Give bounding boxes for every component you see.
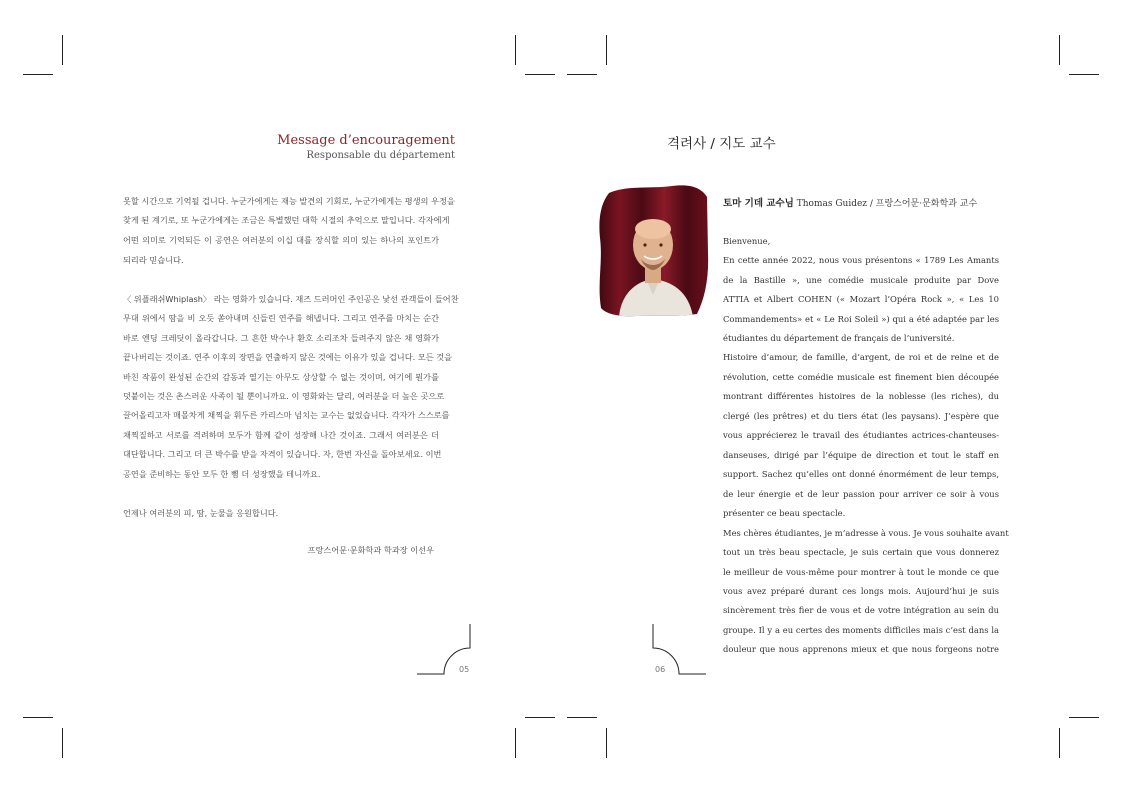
body-line: révolution, cette comédie musicale est finement bien découpée [723,372,999,382]
crop-mark [567,74,597,75]
left-page-header [277,133,455,162]
right-page-title: 격려사 / 지도 교수 [667,136,776,152]
crop-mark [525,717,555,718]
crop-mark [1059,728,1060,758]
body-line: 끌어올리고자 매몰차게 채찍을 휘두른 카리스마 넘치는 교수는 없었습니다. 각자가 스스로를 [123,410,450,420]
body-line: Histoire d’amour, de famille, d’argent, de roi et de reine et de [723,352,999,362]
crop-mark [606,728,607,758]
body-line: 〈 위플래쉬Whiplash〉 라는 영화가 있습니다. 재즈 드러머인 주인공은 낯선 관객들이 들어찬 [123,294,459,304]
body-line: douleur que nous apprenons mieux et que nous forgeons notre [723,644,999,654]
crop-mark [62,35,63,65]
crop-mark [1069,717,1099,718]
body-line: le meilleur de vous-même pour montrer à tout le monde ce que [723,567,999,577]
crop-mark [1059,35,1060,65]
body-line: de la Bastille », une comédie musicale produite par Dove [723,275,999,285]
body-line: vous apprécierez le travail des étudiantes actrices-chanteuses- [723,430,999,440]
body-line: tout un très beau spectacle, je suis certain que vous donnerez [723,547,999,557]
body-line: 찾게 된 계기로, 또 누군가에게는 조금은 특별했던 대학 시절의 추억으로 말입니다. 각자에게 [123,215,450,225]
body-line: 대단합니다. 그리고 더 큰 박수를 받을 자격이 있습니다. 자, 한번 자신을 돌아보세요. 이번 [123,449,442,459]
body-line: 채찍질하고 서로를 격려하며 모두가 함께 같이 성장해 나간 것이죠. 그래서 여러분은 더 [123,430,439,440]
body-line: de leur énergie et de leur passion pour arriver ce soir à vous [723,489,999,499]
body-line: groupe. Il y a eu certes des moments difficiles mais c’est dans la [723,625,999,635]
crop-mark [525,74,555,75]
body-line: 끝나버리는 것이죠. 연주 이후의 장면을 연출하지 않은 것에는 이유가 있을 겁니다. 모든 것을 [123,352,453,362]
crop-mark [23,74,53,75]
body-line: 어떤 의미로 기억되든 이 공연은 여러분의 이십 대를 장식할 의미 있는 하나의 포인트가 [123,235,439,245]
crop-mark [515,728,516,758]
body-line: 되리라 믿습니다. [123,255,184,265]
body-line: clergé (les prêtres) et du tiers état (les paysans). J’espère que [723,411,999,421]
body-line: support. Sachez qu’elles ont donné énormément de leur temps, [723,469,999,479]
crop-mark [62,728,63,758]
professor-name-en: Thomas Guidez [796,199,868,209]
page-number: 06 [655,665,666,674]
page-number: 05 [459,665,470,674]
body-line: Bienvenue, [723,236,771,246]
closing-line: 언제나 여러분의 피, 땀, 눈물을 응원합니다. [123,508,279,518]
professor-heading [723,195,977,209]
crop-mark [606,35,607,65]
body-line: 바로 엔딩 크레딧이 올라갑니다. 그 흔한 박수나 환호 소리조차 들려주지 않은 채 영화가 [123,333,439,343]
crop-mark [515,35,516,65]
crop-mark [1069,74,1099,75]
body-line: Commandements» et « Le Roi Soleil ») qui a été adaptée par les [723,314,999,324]
body-line: sincèrement très fier de vous et de votre intégration au sein du [723,605,999,615]
body-line: 바친 작품이 완성된 순간의 감동과 열기는 아무도 상상할 수 없는 것이며, 여기에 뭔가를 [123,372,439,382]
body-line: étudiantes du département de français de l’université. [723,333,955,343]
body-line: En cette année 2022, nous vous présentons « 1789 Les Amants [723,255,999,265]
body-line: Mes chères étudiantes, je m’adresse à vous. Je vous souhaite avant [723,528,1009,538]
left-page-title: Message d’encouragement [277,133,455,148]
crop-mark [567,717,597,718]
body-line: 무대 위에서 땀을 비 오듯 쏟아내며 신들린 연주를 해냅니다. 그리고 연주를 마치는 순간 [123,313,439,323]
body-line: présenter ce beau spectacle. [723,508,846,518]
body-line: danseuses, dirigé par l’équipe de direction et tout le staff en [723,450,999,460]
body-line: 공연을 준비하는 동안 모두 한 뼘 더 성장했을 테니까요. [123,469,321,479]
body-line: vous avez préparé durant ces longs mois. Aujourd’hui je suis [723,586,999,596]
professor-photo [597,183,709,317]
crop-mark [23,717,53,718]
signature: 프랑스어문·문화학과 학과장 이선우 [307,545,434,555]
left-page-subtitle: Responsable du département [306,150,455,161]
body-line: ATTIA et Albert COHEN (« Mozart l’Opéra Rock », « Les 10 [723,294,999,304]
body-line: 못할 시간으로 기억될 겁니다. 누군가에게는 재능 발견의 기회로, 누군가에게는 평생의 우정을 [123,196,455,206]
professor-name-ko: 토마 기데 교수님 [723,198,794,209]
body-line: montrant différentes histoires de la noblesse (les riches), du [723,391,999,401]
professor-department: / 프랑스어문·문화학과 교수 [867,199,978,209]
body-line: 덧붙이는 것은 촌스러운 사족이 될 뿐이니까요. 이 영화와는 달리, 여러분을 더 높은 곳으로 [123,391,445,401]
